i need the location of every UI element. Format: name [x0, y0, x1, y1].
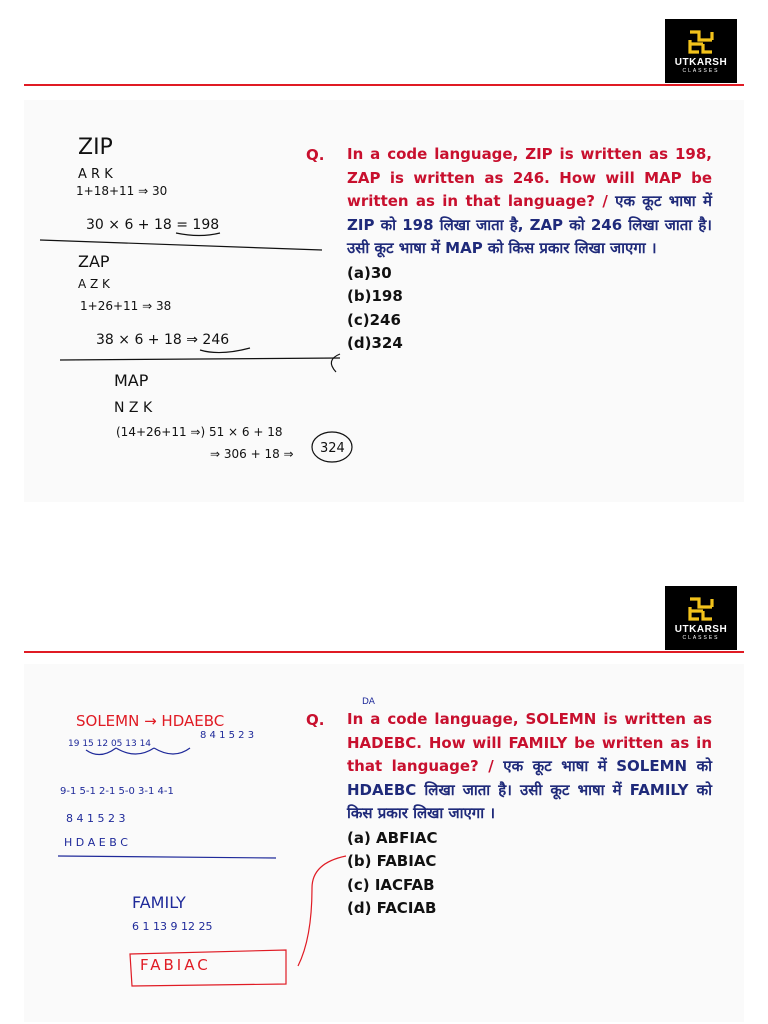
brand-tagline: CLASSES	[682, 634, 720, 641]
options-list	[347, 262, 712, 356]
hw-family-pos: 6 1 13 9 12 25	[132, 920, 213, 933]
hw-family: FAMILY	[132, 893, 186, 912]
hw-zap-rev: A Z K	[78, 277, 110, 291]
hw-divider-1	[40, 240, 322, 250]
option-d[interactable]: (d)324	[347, 334, 403, 352]
brand-name: UTKARSH	[674, 623, 728, 635]
question-hindi: एक कूट भाषा में SOLEMN को HDAEBC लिखा जाता है। उसी कूट भाषा में FAMILY को किस प्रकार लिखा जाएगा ।	[347, 757, 712, 822]
brand-name: UTKARSH	[674, 56, 728, 68]
hw-reduced: 8 4 1 5 2 3	[66, 812, 126, 825]
question-hindi: एक कूट भाषा में ZIP को 198 लिखा जाता है, ZAP को 246 लिखा जाता है। उसी कूट भाषा में MAP को किस प्रकार लिखा जाएगा ।	[347, 192, 712, 257]
handwritten-solution	[50, 697, 375, 998]
option-b[interactable]: (b)198	[347, 287, 403, 305]
option-b[interactable]: (b) FABIAC	[347, 852, 437, 870]
header-divider	[24, 651, 744, 653]
question-english: In a code language, ZIP is written as 198, ZAP is written as 246. How will MAP be written as in that language? /	[347, 145, 712, 210]
hw-zap: ZAP	[78, 252, 110, 271]
brand-tagline: CLASSES	[682, 67, 720, 74]
hw-divider-2	[60, 358, 340, 360]
hw-positions: 19 15 12 05 13 14	[68, 739, 152, 749]
option-c[interactable]: (c) IACFAB	[347, 875, 435, 894]
hw-map-sum: (14+26+11 ⇒) 51 × 6 + 18	[116, 425, 283, 439]
hw-map-rev: N Z K	[114, 400, 153, 416]
hw-title: SOLEMN → HDAEBC	[76, 712, 225, 730]
hw-zip: ZIP	[78, 135, 113, 160]
hw-zip-sum: 1+18+11 ⇒ 30	[76, 184, 168, 198]
option-a[interactable]: (a)30	[347, 263, 392, 282]
option-a[interactable]: (a) ABFIAC	[347, 828, 438, 847]
hw-zap-sum: 1+26+11 ⇒ 38	[80, 299, 172, 313]
utkarsh-logo	[665, 19, 737, 83]
handwritten-solution	[50, 128, 345, 478]
utkarsh-logo	[665, 586, 737, 650]
hw-zip-calc: 30 × 6 + 18 = 198	[86, 217, 220, 233]
hw-map: MAP	[114, 371, 149, 390]
slide-2	[0, 512, 768, 1024]
hw-letters: H D A E B C	[64, 836, 128, 849]
hw-diffs: 9-1 5-1 2-1 5-0 3-1 4-1	[60, 786, 174, 797]
hw-map-answer: 324	[320, 441, 345, 456]
hw-divider	[58, 856, 276, 858]
brand-swastik-icon	[686, 596, 716, 622]
option-d[interactable]: (d) FACIAB	[347, 899, 437, 917]
options-list	[347, 827, 712, 921]
hw-zip-rev: A R K	[78, 167, 113, 182]
brand-swastik-icon	[686, 29, 716, 55]
hw-zap-calc: 38 × 6 + 18 ⇒ 246	[96, 332, 230, 348]
header-divider	[24, 84, 744, 86]
question-english: In a code language, SOLEMN is written as HADEBC. How will FAMILY be written as in that language? /	[347, 710, 712, 775]
hw-answer: FABIAC	[140, 956, 211, 974]
hw-underline-246	[200, 348, 250, 353]
question-text	[347, 143, 712, 356]
hw-map-calc: ⇒ 306 + 18 ⇒	[210, 447, 294, 461]
hw-underline-198	[176, 233, 220, 236]
question-label: Q.	[306, 711, 325, 729]
question-label: Q.	[306, 146, 325, 164]
hw-code-positions: 8 4 1 5 2 3	[200, 730, 255, 741]
hw-da-note: DA	[362, 697, 375, 707]
option-c[interactable]: (c)246	[347, 310, 401, 329]
question-text	[347, 708, 712, 921]
